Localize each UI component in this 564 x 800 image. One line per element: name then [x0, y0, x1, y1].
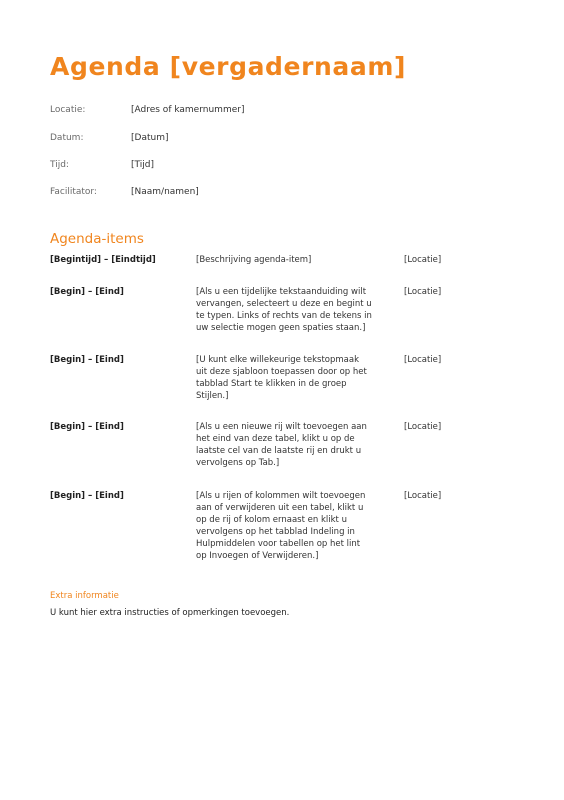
detail-value: [Tijd] [131, 160, 154, 170]
agenda-item-description: [Als u een tijdelijke tekstaanduiding wilt vervangen, selecteert u deze en begint u te typen. Links of rechts van de tekens in uw selectie mogen geen spaties staan.] [196, 287, 372, 333]
page-title: Agenda [vergadernaam] [50, 52, 407, 81]
detail-value: [Adres of kamernummer] [131, 105, 245, 115]
detail-label: Facilitator: [50, 187, 97, 197]
agenda-item-location: [Locatie] [404, 287, 442, 297]
agenda-item-location: [Locatie] [404, 355, 442, 365]
agenda-item-time: [Begin] – [Eind] [50, 491, 124, 501]
detail-row-facilitator [50, 184, 510, 200]
agenda-item-description: [Als u een nieuwe rij wilt toevoegen aan het eind van deze tabel, klikt u op de laatste cel van de laatste rij en drukt u vervolgens op Tab.] [196, 422, 367, 468]
detail-row-date [50, 130, 510, 146]
detail-row-location [50, 102, 510, 118]
agenda-item-location: [Locatie] [404, 422, 442, 432]
detail-label: Tijd: [50, 160, 69, 170]
agenda-item-location: [Locatie] [404, 491, 442, 501]
agenda-item-time: [Begin] – [Eind] [50, 422, 124, 432]
detail-row-time [50, 157, 510, 173]
extra-info-text: U kunt hier extra instructies of opmerkingen toevoegen. [50, 608, 290, 618]
agenda-item-time: [Begin] – [Eind] [50, 355, 124, 365]
detail-value: [Naam/namen] [131, 187, 199, 197]
extra-info-heading: Extra informatie [50, 591, 119, 601]
agenda-item-description: [Als u rijen of kolommen wilt toevoegen aan of verwijderen uit een tabel, klikt u op de rij of kolom ernaast en klikt u vervolgens op het tabblad Indeling in Hulpmiddelen voor tabellen op het lint op Invoegen of Verwijderen.] [196, 491, 366, 561]
detail-value: [Datum] [131, 133, 169, 143]
detail-label: Datum: [50, 133, 84, 143]
detail-label: Locatie: [50, 105, 86, 115]
agenda-item-time: [Begintijd] – [Eindtijd] [50, 255, 156, 265]
agenda-item-location: [Locatie] [404, 255, 442, 265]
agenda-items-heading: Agenda-items [50, 231, 144, 247]
agenda-item-time: [Begin] – [Eind] [50, 287, 124, 297]
agenda-item-description: [Beschrijving agenda-item] [196, 255, 312, 265]
agenda-item-description: [U kunt elke willekeurige tekstopmaak uit deze sjabloon toepassen door op het tabblad Start te klikken in de groep Stijlen.] [196, 355, 367, 401]
